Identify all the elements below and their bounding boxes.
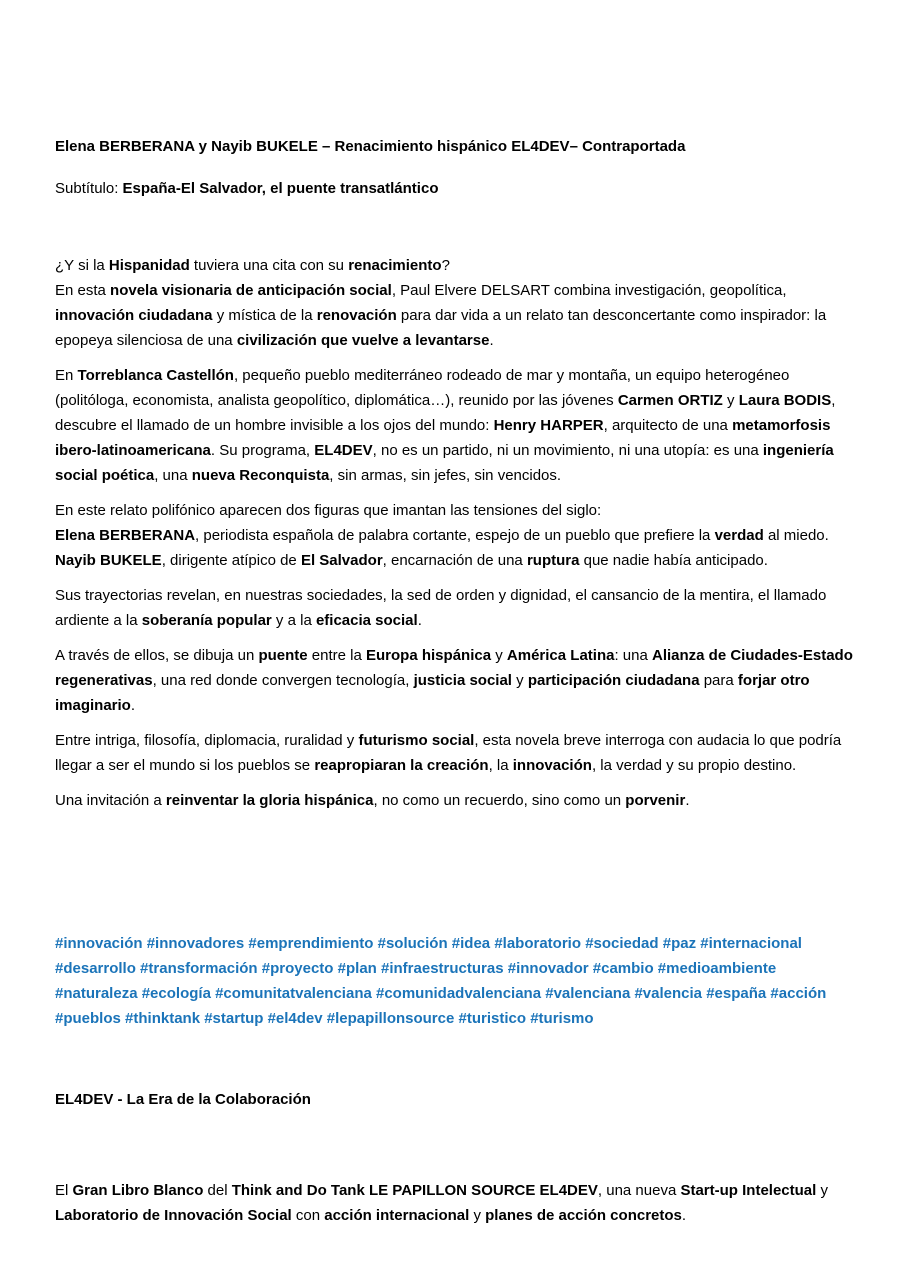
body-text: En	[55, 367, 78, 384]
body-text: Subtítulo:	[55, 180, 123, 197]
emphasis-text: soberanía popular	[141, 612, 272, 629]
body-text: que nadie había anticipado.	[579, 552, 768, 569]
emphasis-text: reinventar la gloria hispánica	[165, 792, 374, 809]
body-text: A través de ellos, se dibuja un	[55, 647, 259, 664]
emphasis-text: Laura BODIS	[738, 392, 832, 409]
body-text: ?	[441, 257, 450, 274]
body-text: y a la	[271, 612, 316, 629]
body-text: del	[203, 1182, 232, 1199]
body-text: , periodista española de palabra cortante, espejo de un pueblo que prefiere la	[195, 527, 715, 544]
emphasis-text: civilización que vuelve a levantarse	[236, 332, 490, 349]
hashtag: #innovación	[55, 935, 143, 952]
body-text: , Paul Elvere DELSART combina investigación, geopolítica,	[391, 282, 787, 299]
body-text: al miedo.	[763, 527, 829, 544]
hashtag: #desarrollo	[55, 960, 136, 977]
hashtag: #internacional	[700, 935, 802, 952]
body-text: con	[291, 1207, 325, 1224]
hashtag: #valencia	[634, 985, 703, 1002]
hashtag: #plan	[337, 960, 377, 977]
body-text: .	[685, 792, 690, 809]
emphasis-text: EL4DEV - La Era de la Colaboración	[55, 1091, 311, 1108]
body-text: , sin armas, sin jefes, sin vencidos.	[329, 467, 562, 484]
body-text: y	[722, 392, 739, 409]
hashtag: #startup	[204, 1010, 264, 1027]
emphasis-text: participación ciudadana	[527, 672, 700, 689]
emphasis-text: eficacia social	[315, 612, 418, 629]
emphasis-text: innovación	[512, 757, 592, 774]
body-text: .	[489, 332, 494, 349]
emphasis-text: Laboratorio de Innovación Social	[55, 1207, 292, 1224]
hashtag: #laboratorio	[494, 935, 582, 952]
emphasis-text: innovación ciudadana	[55, 307, 213, 324]
hashtag: #el4dev	[267, 1010, 323, 1027]
body-text: , pequeño pueblo mediterráneo rodeado de mar y montaña, un equipo heterogéneo (politóloga, economista, analista geopolítico, diplomática…), reunido por las jóvenes	[55, 367, 790, 409]
body-text: entre la	[307, 647, 367, 664]
emphasis-text: Torreblanca Castellón	[77, 367, 234, 384]
hashtag: #innovador	[507, 960, 589, 977]
hashtag: #turistico	[458, 1010, 527, 1027]
hashtag: #solución	[377, 935, 448, 952]
emphasis-text: futurismo social	[358, 732, 475, 749]
body-text: Entre intriga, filosofía, diplomacia, ruralidad y	[55, 732, 359, 749]
body-text: , encarnación de una	[382, 552, 527, 569]
body-text: , una red donde convergen tecnología,	[152, 672, 414, 689]
hashtag: #cambio	[592, 960, 654, 977]
subtitle-line	[55, 176, 855, 201]
intriga-paragraph	[55, 728, 855, 778]
emphasis-text: porvenir	[625, 792, 686, 809]
body-text: : una	[614, 647, 652, 664]
emphasis-text: Gran Libro Blanco	[72, 1182, 204, 1199]
hashtag: #pueblos	[55, 1010, 121, 1027]
body-text: .	[130, 697, 136, 714]
hashtag: #turismo	[530, 1010, 594, 1027]
body-text: , no es un partido, ni un movimiento, ni una utopía: es una	[372, 442, 763, 459]
emphasis-text: renacimiento	[348, 257, 442, 274]
body-text: , la	[488, 757, 513, 774]
emphasis-text: España-El Salvador, el puente transatlántico	[122, 180, 439, 197]
hashtag: #comunidadvalenciana	[376, 985, 542, 1002]
body-text: Una invitación a	[55, 792, 166, 809]
emphasis-text: reapropiaran la creación	[314, 757, 489, 774]
body-text: , no como un recuerdo, sino como un	[373, 792, 626, 809]
body-text: , una nueva	[597, 1182, 681, 1199]
body-text: En esta	[55, 282, 111, 299]
gran-libro-paragraph	[55, 1178, 855, 1228]
body-text: En este relato polifónico aparecen dos figuras que imantan las tensiones del siglo:	[55, 502, 602, 519]
body-text: y	[491, 647, 507, 664]
body-text: ¿Y si la	[55, 257, 109, 274]
body-text: , una	[154, 467, 192, 484]
title-line	[55, 134, 855, 159]
emphasis-text: puente	[258, 647, 308, 664]
hashtag: #infraestructuras	[381, 960, 504, 977]
emphasis-text: El Salvador	[300, 552, 383, 569]
hashtag: #valenciana	[545, 985, 631, 1002]
body-text: y mística de la	[212, 307, 317, 324]
body-text: , arquitecto de una	[603, 417, 733, 434]
emphasis-text: forjar otro imaginario	[55, 672, 810, 714]
body-text: para	[699, 672, 738, 689]
hashtag: #españa	[706, 985, 767, 1002]
body-text: y	[816, 1182, 828, 1199]
emphasis-text: planes de acción concretos	[485, 1207, 682, 1224]
body-text: . Su programa,	[210, 442, 315, 459]
hashtag: #proyecto	[261, 960, 334, 977]
body-text: y	[469, 1207, 486, 1224]
body-text: , la verdad y su propio destino.	[591, 757, 797, 774]
emphasis-text: Alianza de Ciudades-Estado regenerativas	[55, 647, 853, 689]
hashtag: #comunitatvalenciana	[215, 985, 372, 1002]
emphasis-text: ruptura	[526, 552, 580, 569]
emphasis-text: EL4DEV	[314, 442, 373, 459]
body-text: y	[511, 672, 528, 689]
emphasis-text: Europa hispánica	[366, 647, 492, 664]
body-text: , dirigente atípico de	[161, 552, 301, 569]
hashtag: #lepapillonsource	[326, 1010, 455, 1027]
intro-paragraph	[55, 253, 855, 353]
body-text: , descubre el llamado de un hombre invisible a los ojos del mundo:	[55, 392, 836, 434]
emphasis-text: Think and Do Tank LE PAPILLON SOURCE EL4DEV	[231, 1182, 598, 1199]
hashtags-paragraph	[55, 931, 855, 1031]
body-text: El	[55, 1182, 73, 1199]
hashtag: #ecología	[141, 985, 211, 1002]
trayectorias-paragraph	[55, 583, 855, 633]
emphasis-text: Hispanidad	[108, 257, 190, 274]
emphasis-text: metamorfosis ibero-latinoamericana	[55, 417, 831, 459]
emphasis-text: Nayib BUKELE	[55, 552, 162, 569]
emphasis-text: ingeniería social poética	[55, 442, 834, 484]
body-text: Sus trayectorias revelan, en nuestras sociedades, la sed de orden y dignidad, el cansancio de la mentira, el llamado ardiente a la	[55, 587, 827, 629]
emphasis-text: Henry HARPER	[493, 417, 604, 434]
emphasis-text: acción internacional	[324, 1207, 470, 1224]
hashtag: #medioambiente	[657, 960, 777, 977]
puente-paragraph	[55, 643, 855, 718]
emphasis-text: Elena BERBERANA y Nayib BUKELE – Renacimiento hispánico EL4DEV	[55, 138, 570, 155]
hashtag: #paz	[662, 935, 697, 952]
hashtag: #idea	[451, 935, 491, 952]
emphasis-text: verdad	[714, 527, 764, 544]
body-text: .	[681, 1207, 687, 1224]
hashtag: #innovadores	[146, 935, 245, 952]
emphasis-text: justicia social	[413, 672, 512, 689]
body-text: tuviera una cita con su	[189, 257, 349, 274]
emphasis-text: novela visionaria de anticipación social	[110, 282, 392, 299]
emphasis-text: América Latina	[506, 647, 615, 664]
torreblanca-paragraph	[55, 363, 855, 488]
body-text: para dar vida a un relato tan desconcertante como inspirador: la epopeya silenciosa de una	[55, 307, 827, 349]
closing-invitation-paragraph	[55, 788, 855, 813]
figures-paragraph	[55, 498, 855, 573]
emphasis-text: Elena BERBERANA	[55, 527, 196, 544]
emphasis-text: nueva Reconquista	[191, 467, 330, 484]
hashtag: #thinktank	[125, 1010, 201, 1027]
body-text: , esta novela breve interroga con audacia lo que podría llegar a ser el mundo si los pueblos se	[55, 732, 842, 774]
emphasis-text: renovación	[316, 307, 397, 324]
hashtag: #naturaleza	[55, 985, 138, 1002]
body-text: – Contraportada	[569, 138, 686, 155]
emphasis-text: Start-up Intelectual	[680, 1182, 817, 1199]
hashtag: #emprendimiento	[248, 935, 374, 952]
hashtag: #transformación	[140, 960, 258, 977]
emphasis-text: Carmen ORTIZ	[617, 392, 723, 409]
body-text: .	[417, 612, 422, 629]
hashtag: #sociedad	[585, 935, 659, 952]
section-heading	[55, 1087, 855, 1112]
hashtag: #acción	[770, 985, 827, 1002]
